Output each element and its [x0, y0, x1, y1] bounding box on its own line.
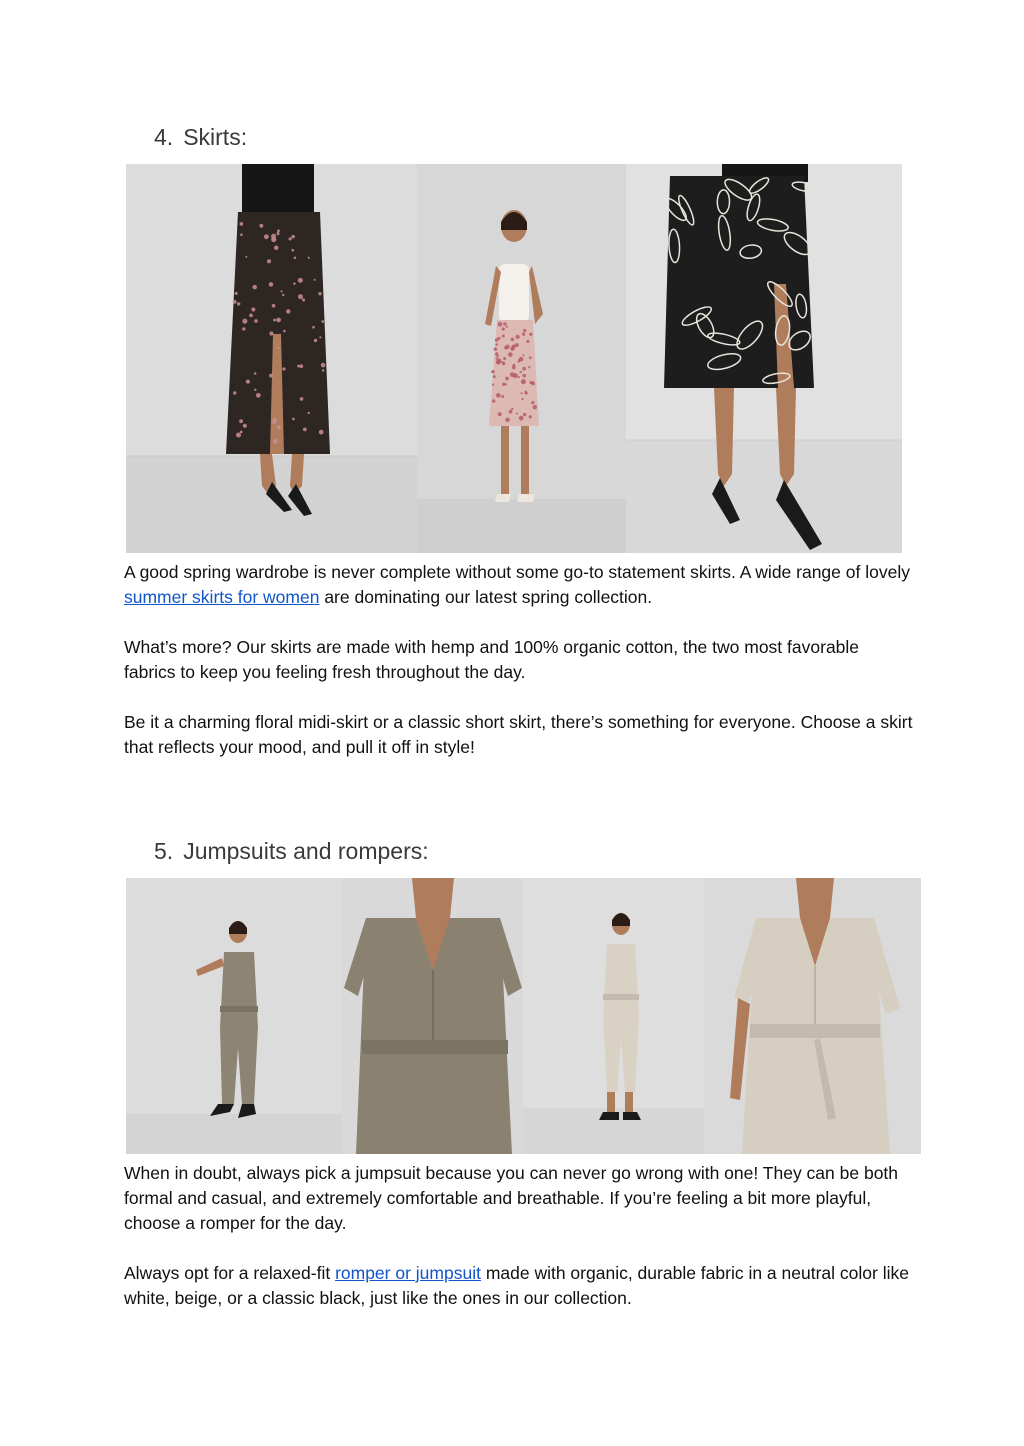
jumpsuit-photo-1	[126, 878, 342, 1154]
jumpsuits-heading-title: Jumpsuits and rompers:	[183, 838, 429, 864]
jumpsuit-photo-3	[523, 878, 704, 1154]
skirt-photo-3	[626, 164, 902, 553]
skirts-paragraph-3: Be it a charming floral midi-skirt or a classic short skirt, there’s something for everyone. Choose a skirt that reflects your mood, and pull it off in style!	[124, 712, 913, 757]
jumpsuits-heading	[154, 838, 429, 865]
skirts-paragraph-1: A good spring wardrobe is never complete without some go-to statement skirts. A wide range of lovely summer skirts for women are dominating our latest spring collection.	[124, 562, 910, 607]
skirts-heading-title: Skirts:	[183, 124, 248, 150]
skirts-paragraph-2: What’s more? Our skirts are made with hemp and 100% organic cotton, the two most favorable fabrics to keep you feeling fresh throughout the day.	[124, 637, 860, 682]
skirt-photo-1	[126, 164, 417, 553]
jumpsuits-paragraph-2: Always opt for a relaxed-fit romper or jumpsuit made with organic, durable fabric in a neutral color like white, beige, or a classic black, just like the ones in our collection.	[124, 1263, 909, 1308]
summer-skirts-link[interactable]: summer skirts for women	[124, 587, 320, 607]
skirts-photo-gallery	[126, 164, 902, 553]
jumpsuits-paragraph-1: When in doubt, always pick a jumpsuit because you can never go wrong with one! They can be both formal and casual, and extremely comfortable and breathable. If you’re feeling a bit more playful, choose a romper for the day.	[124, 1163, 899, 1233]
jumpsuits-photo-gallery	[126, 878, 921, 1154]
jumpsuit-photo-4	[704, 878, 921, 1154]
jumpsuit-photo-2	[342, 878, 523, 1154]
jumpsuits-heading-number: 5.	[154, 838, 174, 864]
skirts-heading-number: 4.	[154, 124, 174, 150]
skirt-photo-2	[417, 164, 626, 553]
romper-jumpsuit-link[interactable]: romper or jumpsuit	[335, 1263, 481, 1283]
skirts-heading	[154, 124, 247, 151]
